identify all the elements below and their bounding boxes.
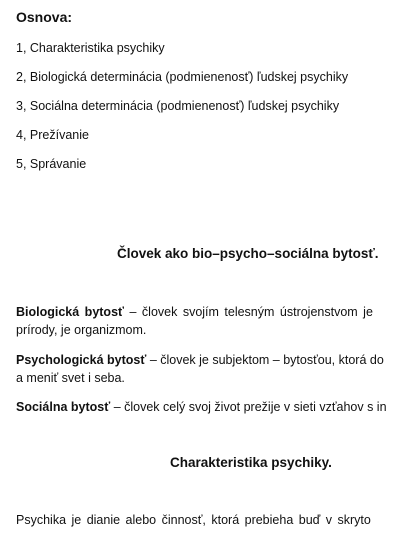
chapter-title: Charakteristika psychiky. (170, 455, 332, 470)
definition-biological (16, 304, 373, 320)
definition-term: Sociálna bytosť (16, 400, 111, 414)
outline-item-2: 2, Biologická determinácia (podmienenosť) ľudskej psychiky (16, 70, 349, 84)
outline-item-3: 3, Sociálna determinácia (podmienenosť) ľudskej psychiky (16, 99, 340, 113)
outline-item-4: 4, Prežívanie (16, 128, 89, 142)
definition-continuation: prírody, je organizmom. (16, 323, 147, 337)
definition-text: – človek je subjektom – bytosťou, ktorá do (146, 353, 384, 367)
definition-social (16, 399, 387, 415)
paragraph-start: Psychika je dianie alebo činnosť, ktorá prebieha buď v skryto (16, 513, 371, 527)
outline-item-1: 1, Charakteristika psychiky (16, 41, 165, 55)
definition-text: – človek celý svoj život prežije v sieti vzťahov s in (110, 400, 387, 414)
definition-term: Biologická bytosť (16, 305, 125, 319)
definition-continuation: a meniť svet i seba. (16, 371, 125, 385)
section-title: Človek ako bio–psycho–sociálna bytosť. (117, 246, 379, 261)
outline-title: Osnova: (16, 9, 73, 25)
definition-text: – človek svojím telesným ústrojenstvom je (124, 305, 373, 319)
definition-term: Psychologická bytosť (16, 353, 147, 367)
outline-item-5: 5, Správanie (16, 157, 87, 171)
definition-psychological (16, 352, 384, 368)
